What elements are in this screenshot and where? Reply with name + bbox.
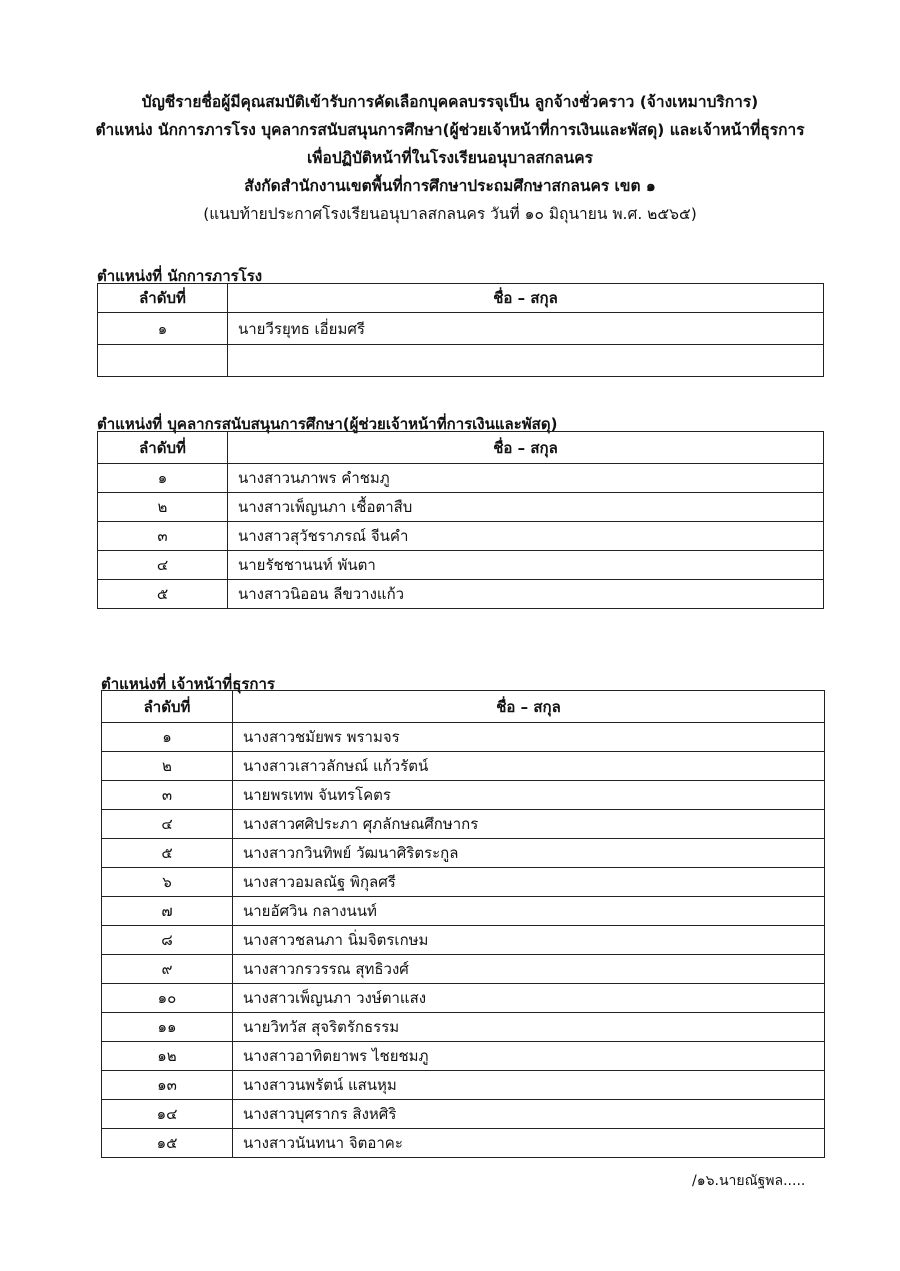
continuation-note: /๑๖.นายณัฐพล..... (692, 1173, 806, 1189)
document-header (0, 88, 900, 228)
header-announcement-line: (แนบท้ายประกาศโรงเรียนอนุบาลสกลนคร วันที่ ๑๐ มิถุนายน พ.ศ. ๒๕๖๕) (203, 205, 697, 223)
table-row (102, 810, 825, 839)
column-header-number: ลำดับที่ (98, 284, 228, 313)
section-title-admin-officer: ตำแหน่งที่ เจ้าหน้าที่ธุรการ (101, 675, 275, 693)
row-number: ๓ (98, 522, 228, 551)
table-row (102, 752, 825, 781)
table-row (98, 345, 824, 377)
table-row (98, 493, 824, 522)
row-name: นางสาวเสาวลักษณ์ แก้วรัตน์ (233, 752, 825, 781)
row-name: นางสาวบุศรากร สิงหศิริ (233, 1100, 825, 1129)
row-number: ๔ (102, 810, 233, 839)
table-row (98, 551, 824, 580)
section-title-janitor: ตำแหน่งที่ นักการภารโรง (97, 267, 263, 285)
row-name: นางสาวเพ็ญนภา เชื้อตาสืบ (228, 493, 824, 522)
row-name: นายรัชชานนท์ พันตา (228, 551, 824, 580)
row-name: นางสาวนิออน ลีขวางแก้ว (228, 580, 824, 609)
row-name: นางสาวสุวัชราภรณ์ จีนคำ (228, 522, 824, 551)
column-header-number: ลำดับที่ (102, 691, 233, 723)
finance-support-table (97, 431, 824, 609)
table-header-row (98, 432, 824, 464)
table-row (102, 868, 825, 897)
janitor-table (97, 283, 824, 377)
row-name: นางสาวนันทนา จิตอาคะ (233, 1129, 825, 1158)
table-row (102, 1071, 825, 1100)
table-row (102, 1013, 825, 1042)
table-row (102, 1129, 825, 1158)
table-row (102, 897, 825, 926)
row-number: ๑ (102, 723, 233, 752)
header-office-line: สังกัดสำนักงานเขตพื้นที่การศึกษาประถมศึกษาสกลนคร เขต ๑ (244, 177, 656, 195)
table-row (98, 464, 824, 493)
row-number: ๙ (102, 955, 233, 984)
table-row (102, 926, 825, 955)
row-name: นายวีรยุทธ เอี่ยมศรี (228, 313, 824, 345)
row-number: ๑ (98, 464, 228, 493)
row-name (228, 345, 824, 377)
header-positions-line: ตำแหน่ง นักการภารโรง บุคลากรสนับสนุนการศึกษา(ผู้ช่วยเจ้าหน้าที่การเงินและพัสดุ) และเจ้าหน้าที่ธุรการ (95, 121, 805, 139)
column-header-name: ชื่อ – สกุล (228, 432, 824, 464)
table-header-row (98, 284, 824, 313)
table-row (98, 580, 824, 609)
row-name: นางสาวเพ็ญนภา วงษ์ตาแสง (233, 984, 825, 1013)
row-name: นายอัศวิน กลางนนท์ (233, 897, 825, 926)
row-number: ๑๓ (102, 1071, 233, 1100)
row-number: ๑๕ (102, 1129, 233, 1158)
row-name: นางสาวชลนภา นิ่มจิตรเกษม (233, 926, 825, 955)
row-name: นางสาวกรวรรณ สุทธิวงศ์ (233, 955, 825, 984)
admin-officer-table (101, 690, 825, 1158)
table-row (102, 839, 825, 868)
row-number (98, 345, 228, 377)
section-title-finance-support: ตำแหน่งที่ บุคลากรสนับสนุนการศึกษา(ผู้ช่วยเจ้าหน้าที่การเงินและพัสดุ) (97, 415, 558, 433)
table-row (102, 1042, 825, 1071)
row-number: ๔ (98, 551, 228, 580)
table-header-row (102, 691, 825, 723)
row-number: ๑๐ (102, 984, 233, 1013)
column-header-name: ชื่อ – สกุล (228, 284, 824, 313)
column-header-number: ลำดับที่ (98, 432, 228, 464)
table-row (102, 1100, 825, 1129)
row-number: ๓ (102, 781, 233, 810)
row-name: นางสาวกวินทิพย์ วัฒนาศิริตระกูล (233, 839, 825, 868)
table-row (98, 313, 824, 345)
row-number: ๑๔ (102, 1100, 233, 1129)
row-number: ๖ (102, 868, 233, 897)
row-name: นายวิทวัส สุจริตรักธรรม (233, 1013, 825, 1042)
row-number: ๑ (98, 313, 228, 345)
row-number: ๑๑ (102, 1013, 233, 1042)
table-row (102, 781, 825, 810)
row-number: ๕ (98, 580, 228, 609)
table-row (98, 522, 824, 551)
row-number: ๗ (102, 897, 233, 926)
row-name: นางสาวนภาพร คำชมภู (228, 464, 824, 493)
row-name: นายพรเทพ จันทรโคตร (233, 781, 825, 810)
row-name: นางสาวศศิประภา ศุภลักษณศึกษากร (233, 810, 825, 839)
row-name: นางสาวนพรัตน์ แสนหุม (233, 1071, 825, 1100)
row-name: นางสาวอาทิตยาพร ไชยชมภู (233, 1042, 825, 1071)
header-school-line: เพื่อปฏิบัติหน้าที่ในโรงเรียนอนุบาลสกลนคร (307, 149, 593, 167)
row-number: ๕ (102, 839, 233, 868)
row-number: ๒ (98, 493, 228, 522)
row-number: ๒ (102, 752, 233, 781)
row-name: นางสาวชมัยพร พรามจร (233, 723, 825, 752)
column-header-name: ชื่อ – สกุล (233, 691, 825, 723)
table-row (102, 955, 825, 984)
row-name: นางสาวอมลณัฐ พิกุลศรี (233, 868, 825, 897)
table-row (102, 723, 825, 752)
table-row (102, 984, 825, 1013)
row-number: ๘ (102, 926, 233, 955)
row-number: ๑๒ (102, 1042, 233, 1071)
header-title-line: บัญชีรายชื่อผู้มีคุณสมบัติเข้ารับการคัดเลือกบุคคลบรรจุเป็น ลูกจ้างชั่วคราว (จ้างเหมาบริการ) (141, 93, 759, 111)
